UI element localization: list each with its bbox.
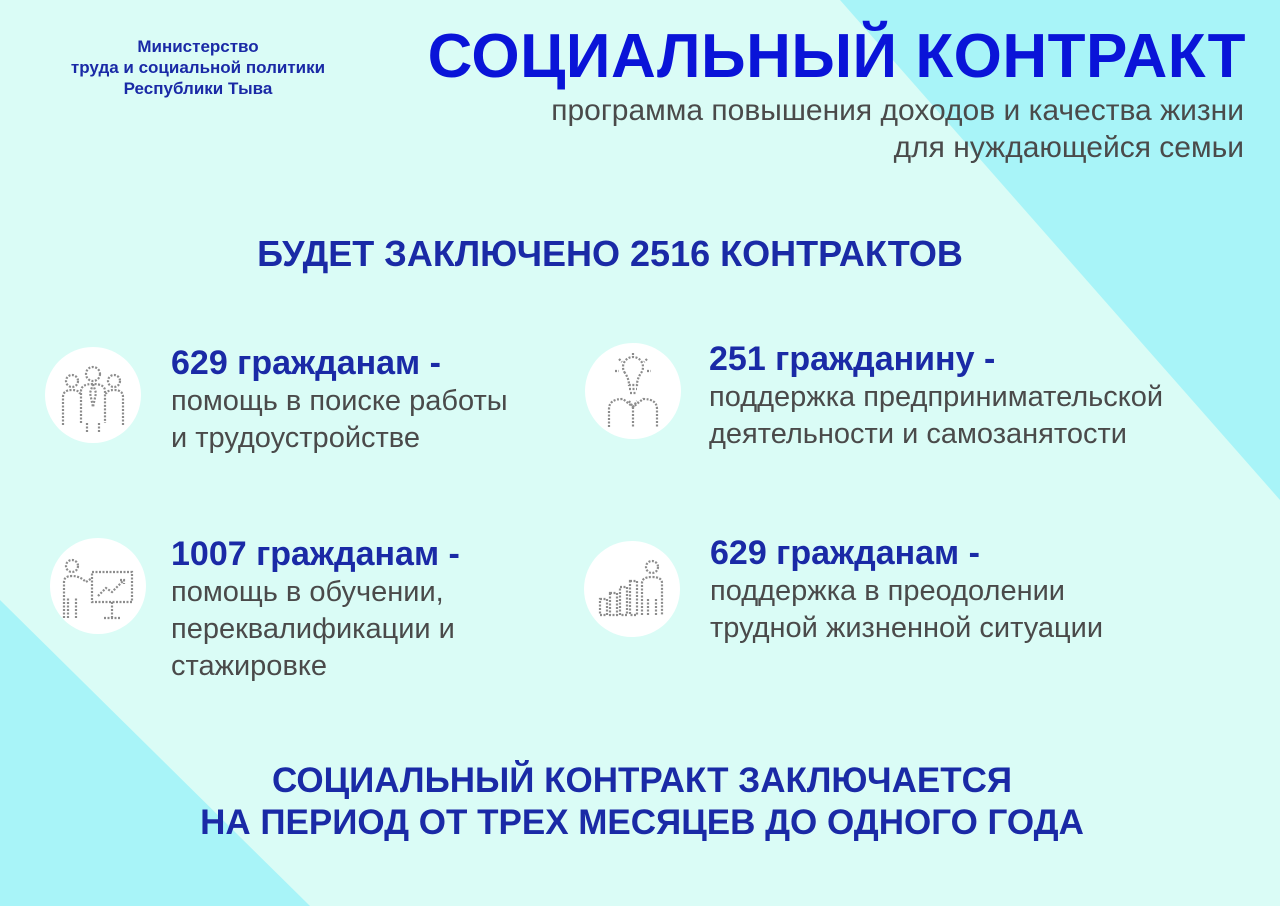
page-subtitle: [380, 92, 1244, 166]
lightbulb-businessman-icon: [585, 343, 681, 439]
subtitle-line: программа повышения доходов и качества жизни: [551, 94, 1244, 127]
list-item: [710, 533, 1103, 647]
list-item: [709, 339, 1163, 453]
item-count: 251 гражданину -: [709, 340, 996, 378]
item-icon-circle: [584, 541, 680, 637]
footer-line: СОЦИАЛЬНЫЙ КОНТРАКТ ЗАКЛЮЧАЕТСЯ: [271, 761, 1013, 800]
ministry-line: труда и социальной политики: [70, 58, 326, 77]
item-count: 1007 гражданам -: [171, 535, 460, 573]
item-description-line: переквалификации и: [171, 613, 455, 645]
item-count: 629 гражданам -: [710, 534, 980, 572]
ministry-line: Республики Тыва: [123, 79, 273, 98]
item-description-line: деятельности и самозанятости: [709, 418, 1127, 450]
item-description-line: помощь в поиске работы: [171, 385, 508, 417]
item-description-line: поддержка предпринимательской: [709, 381, 1164, 413]
item-description-line: стажировке: [171, 650, 327, 682]
contract-period-footer: [0, 760, 1280, 844]
item-icon-circle: [45, 347, 141, 443]
footer-line: НА ПЕРИОД ОТ ТРЕХ МЕСЯЦЕВ ДО ОДНОГО ГОДА: [200, 803, 1084, 842]
item-description-line: поддержка в преодолении: [710, 575, 1065, 607]
list-item: [171, 343, 508, 457]
subtitle-line: для нуждающейся семьи: [893, 131, 1244, 164]
growth-chart-person-icon: [584, 541, 680, 637]
business-people-icon: [45, 347, 141, 443]
presentation-board-icon: [50, 538, 146, 634]
item-description-line: и трудоустройстве: [171, 422, 421, 454]
item-description-line: трудной жизненной ситуации: [710, 612, 1104, 644]
ministry-line: Министерство: [137, 37, 259, 56]
item-icon-circle: [585, 343, 681, 439]
item-description-line: помощь в обучении,: [171, 576, 444, 608]
item-icon-circle: [50, 538, 146, 634]
list-item: [171, 534, 460, 685]
item-count: 629 гражданам -: [171, 344, 441, 382]
page-title: СОЦИАЛЬНЫЙ КОНТРАКТ: [427, 22, 1246, 91]
contracts-total-headline: БУДЕТ ЗАКЛЮЧЕНО 2516 КОНТРАКТОВ: [257, 233, 963, 274]
ministry-name: [28, 36, 368, 99]
